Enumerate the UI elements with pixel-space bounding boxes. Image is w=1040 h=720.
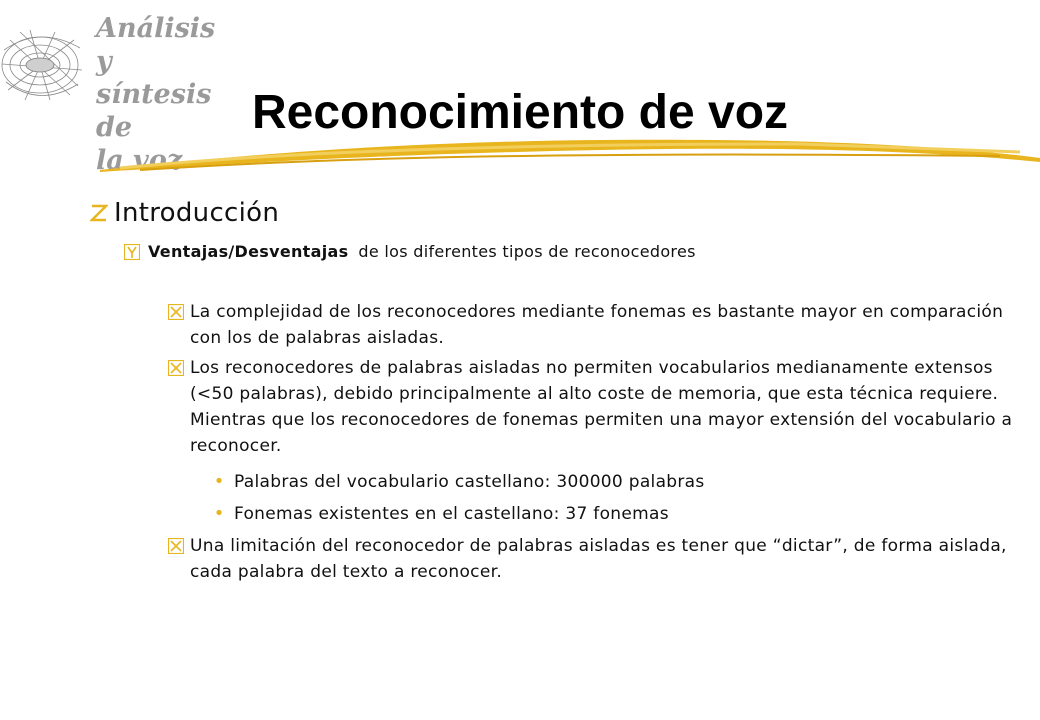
page-title: Reconocimiento de voz — [251, 86, 789, 139]
point-text: Los reconocedores de palabras aisladas no permiten vocabularios medianamente extensos (<50 palabras), debido principalmente al alto coste de memoria, que esta técnica requiere. Mientras que los reconocedores de fonemas permiten una mayor extensión del vocabulario a reconocer. — [190, 358, 1013, 456]
z-bullet-icon — [88, 202, 110, 224]
point-item — [168, 299, 1018, 351]
point-item — [168, 355, 1018, 459]
title-underline-swoosh — [100, 132, 1040, 174]
x-bullet-icon — [168, 304, 184, 320]
y-bullet-icon — [124, 244, 140, 260]
x-bullet-icon — [168, 360, 184, 376]
dot-bullet-icon: • — [213, 503, 225, 524]
logo-line-3: la voz — [96, 145, 183, 176]
point-text: La complejidad de los reconocedores mediante fonemas es bastante mayor en comparación con los de palabras aisladas. — [190, 302, 1004, 348]
subheading-row — [124, 242, 1018, 261]
subpoint-text: Fonemas existentes en el castellano: 37 fonemas — [234, 504, 669, 524]
point-text: Una limitación del reconocedor de palabras aisladas es tener que “dictar”, de forma aislada, cada palabra del texto a reconocer. — [190, 536, 1007, 582]
point-item — [168, 533, 1018, 585]
logo-line-2: síntesis de — [96, 79, 212, 143]
x-bullet-icon — [168, 538, 184, 554]
section-heading: Introducción — [114, 198, 280, 228]
slide-content — [88, 198, 1018, 585]
subheading-rest: de los diferentes tipos de reconocedores — [358, 242, 696, 261]
dot-bullet-icon: • — [213, 471, 225, 492]
heading-row — [88, 198, 1018, 228]
subpoint-item — [212, 501, 1018, 527]
logo-line-1: Análisis y — [96, 13, 216, 77]
subheading-bold: Ventajas/Desventajas — [148, 242, 349, 261]
subpoint-text: Palabras del vocabulario castellano: 300000 palabras — [234, 472, 705, 492]
subpoint-item — [212, 469, 1018, 495]
